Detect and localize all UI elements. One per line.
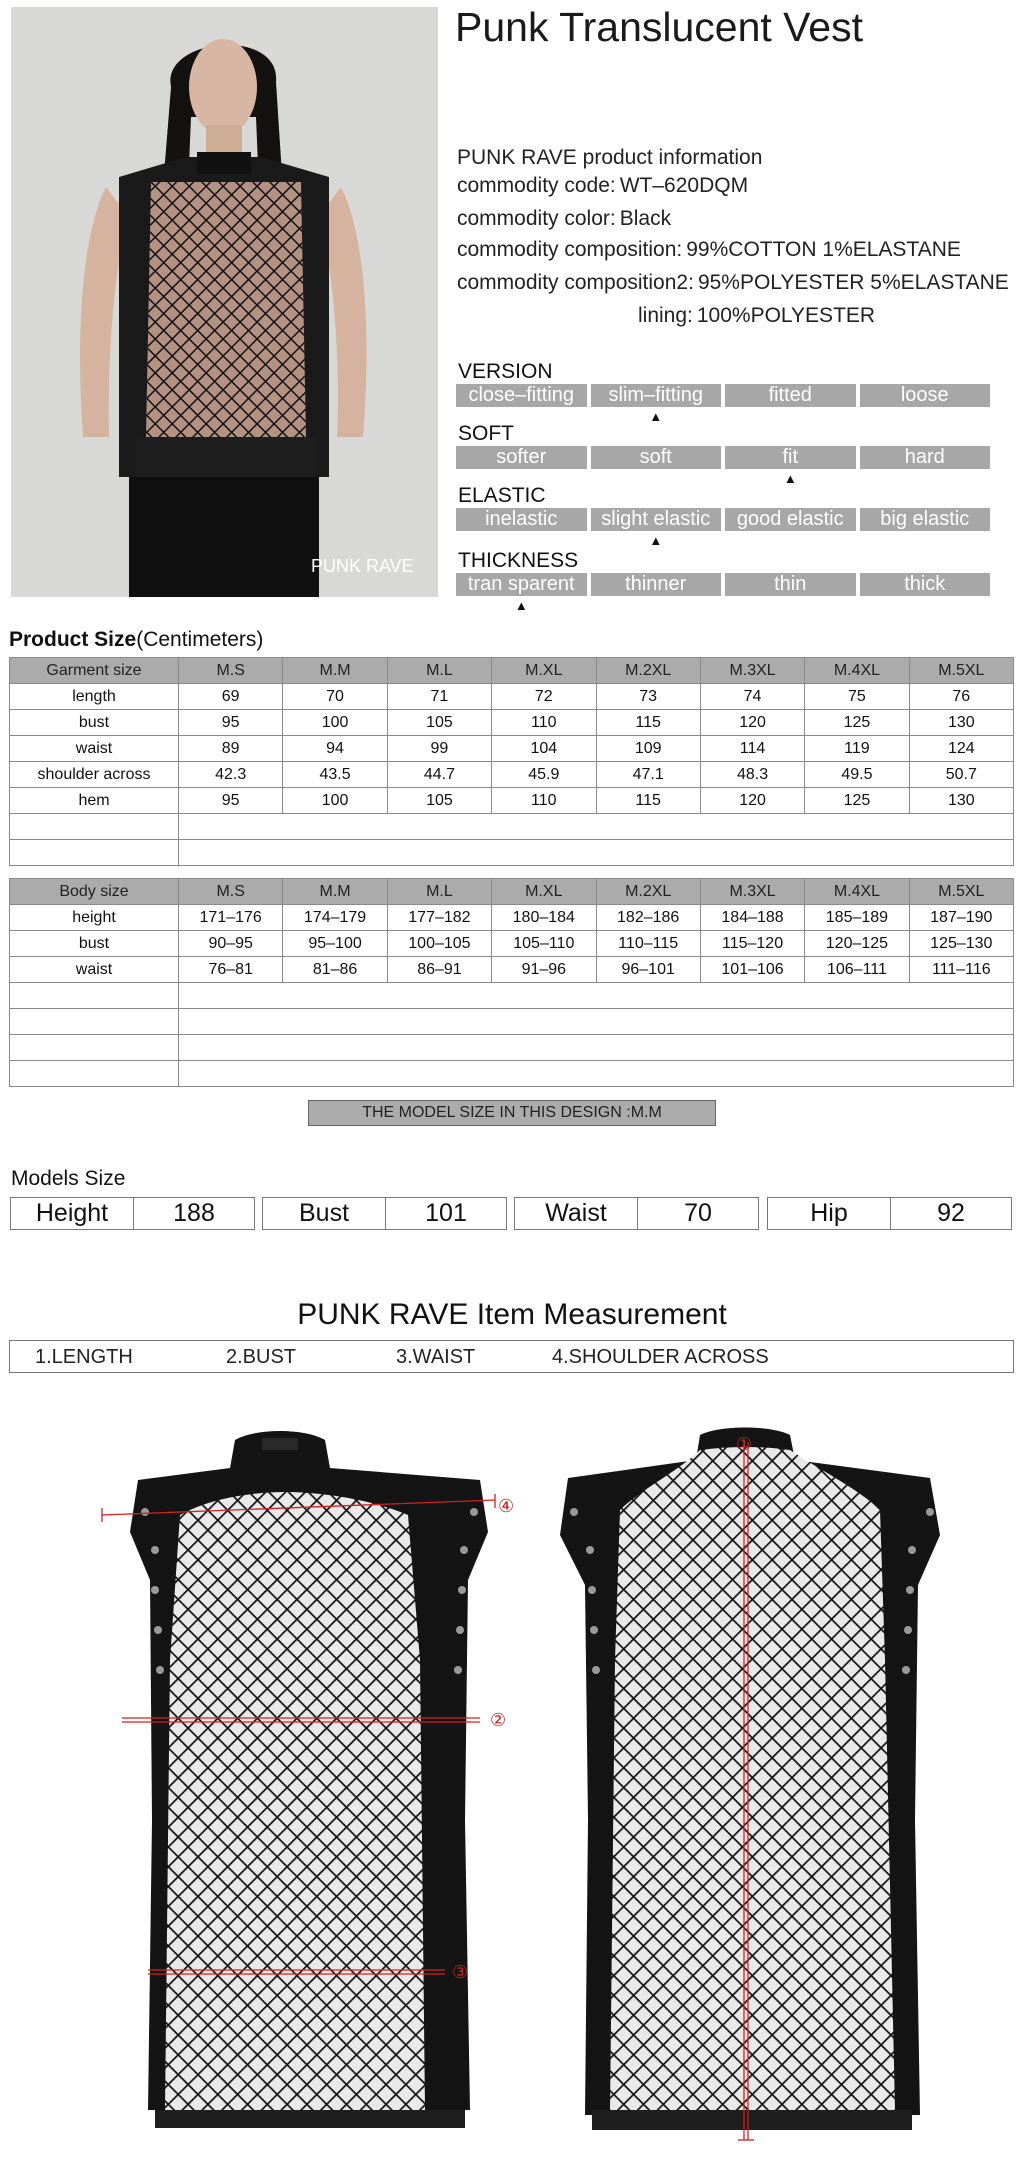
attribute-option: inelastic [456, 508, 587, 531]
table-cell: hem [10, 788, 179, 814]
models-size-title: Models Size [11, 1167, 126, 1190]
table-cell: 91–96 [492, 957, 596, 983]
table-cell: waist [10, 957, 179, 983]
table-cell: length [10, 684, 179, 710]
attribute-scale [456, 384, 990, 407]
table-cell: 86–91 [387, 957, 491, 983]
table-cell: 70 [283, 684, 387, 710]
table-cell: 130 [909, 788, 1013, 814]
table-cell: 89 [179, 736, 283, 762]
attribute-option: good elastic [725, 508, 856, 531]
table-row [10, 788, 1014, 814]
info-heading: PUNK RAVE product information [457, 146, 763, 169]
table-header-cell: M.S [179, 879, 283, 905]
model-measure-box [767, 1197, 1012, 1230]
table-cell: 105 [387, 710, 491, 736]
table-row [10, 931, 1014, 957]
table-row [10, 684, 1014, 710]
attribute-option: slight elastic [591, 508, 722, 531]
table-cell: 109 [596, 736, 700, 762]
model-measure-label: Hip [768, 1198, 891, 1229]
table-header-cell: M.3XL [700, 879, 804, 905]
table-empty-row [10, 814, 1014, 840]
vest-front-image [130, 1431, 488, 2128]
measurement-item: 1.LENGTH [35, 1346, 133, 1368]
model-measure-value: 70 [684, 1199, 712, 1227]
table-cell: 101–106 [700, 957, 804, 983]
table-cell: 125 [805, 710, 909, 736]
table-cell: 124 [909, 736, 1013, 762]
table-cell: 48.3 [700, 762, 804, 788]
table-cell: 71 [387, 684, 491, 710]
table-cell: 120 [700, 788, 804, 814]
table-cell: 69 [179, 684, 283, 710]
measurement-item: 3.WAIST [396, 1346, 476, 1368]
table-cell: 105–110 [492, 931, 596, 957]
model-measure-label: Waist [515, 1198, 638, 1229]
table-cell: 45.9 [492, 762, 596, 788]
table-cell: 115–120 [700, 931, 804, 957]
table-cell: 130 [909, 710, 1013, 736]
table-cell: 99 [387, 736, 491, 762]
product-title: Punk Translucent Vest [455, 4, 863, 50]
table-header-cell: M.M [283, 658, 387, 684]
model-measure-value: 92 [937, 1199, 965, 1227]
table-header-cell: M.3XL [700, 658, 804, 684]
marker-shoulder-front: ④ [498, 1496, 515, 1517]
table-cell: 42.3 [179, 762, 283, 788]
table-cell: 104 [492, 736, 596, 762]
attribute-label: THICKNESS [458, 549, 579, 572]
table-cell: 95 [179, 788, 283, 814]
attribute-option: thinner [591, 573, 722, 596]
product-size-title: Product Size(Centimeters) [9, 628, 264, 651]
attribute-option: thin [725, 573, 856, 596]
table-cell: 171–176 [179, 905, 283, 931]
attribute-option: softer [456, 446, 587, 469]
measurement-item: 4.SHOULDER ACROSS [552, 1346, 769, 1368]
table-row [10, 710, 1014, 736]
table-empty-row [10, 1035, 1014, 1061]
marker-bust: ② [490, 1710, 507, 1731]
table-cell: 110 [492, 710, 596, 736]
attribute-label: SOFT [458, 422, 514, 445]
table-cell: 75 [805, 684, 909, 710]
model-photo [11, 7, 438, 597]
table-row [10, 905, 1014, 931]
info-row: commodity color: Black [457, 207, 672, 230]
table-cell: 73 [596, 684, 700, 710]
table-cell: height [10, 905, 179, 931]
table-cell: 120 [700, 710, 804, 736]
table-header-cell: M.5XL [909, 879, 1013, 905]
table-header-cell: M.XL [492, 658, 596, 684]
table-cell: 76–81 [179, 957, 283, 983]
table-cell: 187–190 [909, 905, 1013, 931]
table-header-cell: M.M [283, 879, 387, 905]
attribute-option: close–fitting [456, 384, 587, 407]
table-cell: 74 [700, 684, 804, 710]
measurement-title: PUNK RAVE Item Measurement [297, 1298, 727, 1331]
table-cell: 125 [805, 788, 909, 814]
model-measure-box [514, 1197, 759, 1230]
table-header-cell: M.XL [492, 879, 596, 905]
attribute-selected-marker: ▲ [783, 471, 797, 486]
table-cell: shoulder across [10, 762, 179, 788]
table-cell: 100 [283, 710, 387, 736]
table-cell: 96–101 [596, 957, 700, 983]
table-cell: 185–189 [805, 905, 909, 931]
table-cell: 114 [700, 736, 804, 762]
body-size-table [9, 878, 1014, 1087]
table-cell: 115 [596, 788, 700, 814]
table-cell: 81–86 [283, 957, 387, 983]
table-header-cell: M.2XL [596, 658, 700, 684]
table-header-cell: M.L [387, 879, 491, 905]
table-cell: 120–125 [805, 931, 909, 957]
table-row [10, 957, 1014, 983]
table-cell: 49.5 [805, 762, 909, 788]
attribute-scale [456, 573, 990, 596]
model-measure-value: 188 [173, 1199, 215, 1227]
table-cell: 43.5 [283, 762, 387, 788]
attribute-label: VERSION [458, 360, 553, 383]
table-cell: 184–188 [700, 905, 804, 931]
measurement-item: 2.BUST [226, 1346, 297, 1368]
table-cell: waist [10, 736, 179, 762]
attribute-option: fit [725, 446, 856, 469]
attribute-option: fitted [725, 384, 856, 407]
attribute-option: tran sparent [456, 573, 587, 596]
table-header-cell: Body size [10, 879, 179, 905]
table-empty-row [10, 983, 1014, 1009]
table-cell: 110–115 [596, 931, 700, 957]
table-header-cell: M.5XL [909, 658, 1013, 684]
table-cell: 100–105 [387, 931, 491, 957]
table-cell: 177–182 [387, 905, 491, 931]
info-row: lining: 100%POLYESTER [638, 304, 876, 327]
table-cell: bust [10, 710, 179, 736]
product-size-table [9, 657, 1014, 866]
attribute-selected-marker: ▲ [649, 533, 663, 548]
table-cell: 106–111 [805, 957, 909, 983]
table-header-cell: M.2XL [596, 879, 700, 905]
model-size-note: THE MODEL SIZE IN THIS DESIGN :M.M [308, 1100, 716, 1126]
attribute-option: slim–fitting [591, 384, 722, 407]
table-cell: 100 [283, 788, 387, 814]
marker-length: ① [736, 1434, 753, 1455]
table-header-cell: M.L [387, 658, 491, 684]
table-header-cell: M.4XL [805, 658, 909, 684]
info-row: commodity code: WT–620DQM [457, 174, 749, 197]
table-row [10, 762, 1014, 788]
table-header-cell: M.S [179, 658, 283, 684]
table-cell: 76 [909, 684, 1013, 710]
table-cell: 47.1 [596, 762, 700, 788]
attribute-selected-marker: ▲ [514, 598, 528, 613]
model-measure-box [262, 1197, 507, 1230]
watermark-text: PUNK RAVE [311, 556, 414, 576]
table-cell: 44.7 [387, 762, 491, 788]
table-cell: 90–95 [179, 931, 283, 957]
table-cell: 95 [179, 710, 283, 736]
attribute-option: loose [860, 384, 991, 407]
vest-measurement-images [0, 1420, 1024, 2154]
table-cell: 111–116 [909, 957, 1013, 983]
table-header-cell: Garment size [10, 658, 179, 684]
table-empty-row [10, 840, 1014, 866]
table-cell: 182–186 [596, 905, 700, 931]
table-empty-row [10, 1009, 1014, 1035]
attribute-label: ELASTIC [458, 484, 546, 507]
table-cell: bust [10, 931, 179, 957]
table-cell: 115 [596, 710, 700, 736]
table-cell: 174–179 [283, 905, 387, 931]
vest-back-image [560, 1428, 940, 2131]
table-cell: 119 [805, 736, 909, 762]
attribute-selected-marker: ▲ [649, 409, 663, 424]
model-measure-label: Height [11, 1198, 134, 1229]
table-cell: 180–184 [492, 905, 596, 931]
attribute-scale [456, 446, 990, 469]
model-measure-box [10, 1197, 255, 1230]
table-empty-row [10, 1061, 1014, 1087]
table-row [10, 736, 1014, 762]
attribute-option: hard [860, 446, 991, 469]
table-cell: 50.7 [909, 762, 1013, 788]
measurement-legend [9, 1340, 1014, 1373]
table-cell: 125–130 [909, 931, 1013, 957]
info-row: commodity composition: 99%COTTON 1%ELASTANE [457, 238, 961, 261]
model-measure-label: Bust [263, 1198, 386, 1229]
attribute-option: soft [591, 446, 722, 469]
table-cell: 105 [387, 788, 491, 814]
table-cell: 95–100 [283, 931, 387, 957]
attribute-option: thick [860, 573, 991, 596]
attribute-option: big elastic [860, 508, 991, 531]
table-cell: 72 [492, 684, 596, 710]
table-cell: 110 [492, 788, 596, 814]
attribute-scale [456, 508, 990, 531]
marker-waist: ③ [452, 1962, 469, 1983]
info-row: commodity composition2: 95%POLYESTER 5%ELASTANE [457, 271, 1009, 294]
table-cell: 94 [283, 736, 387, 762]
table-header-cell: M.4XL [805, 879, 909, 905]
model-measure-value: 101 [425, 1199, 467, 1227]
